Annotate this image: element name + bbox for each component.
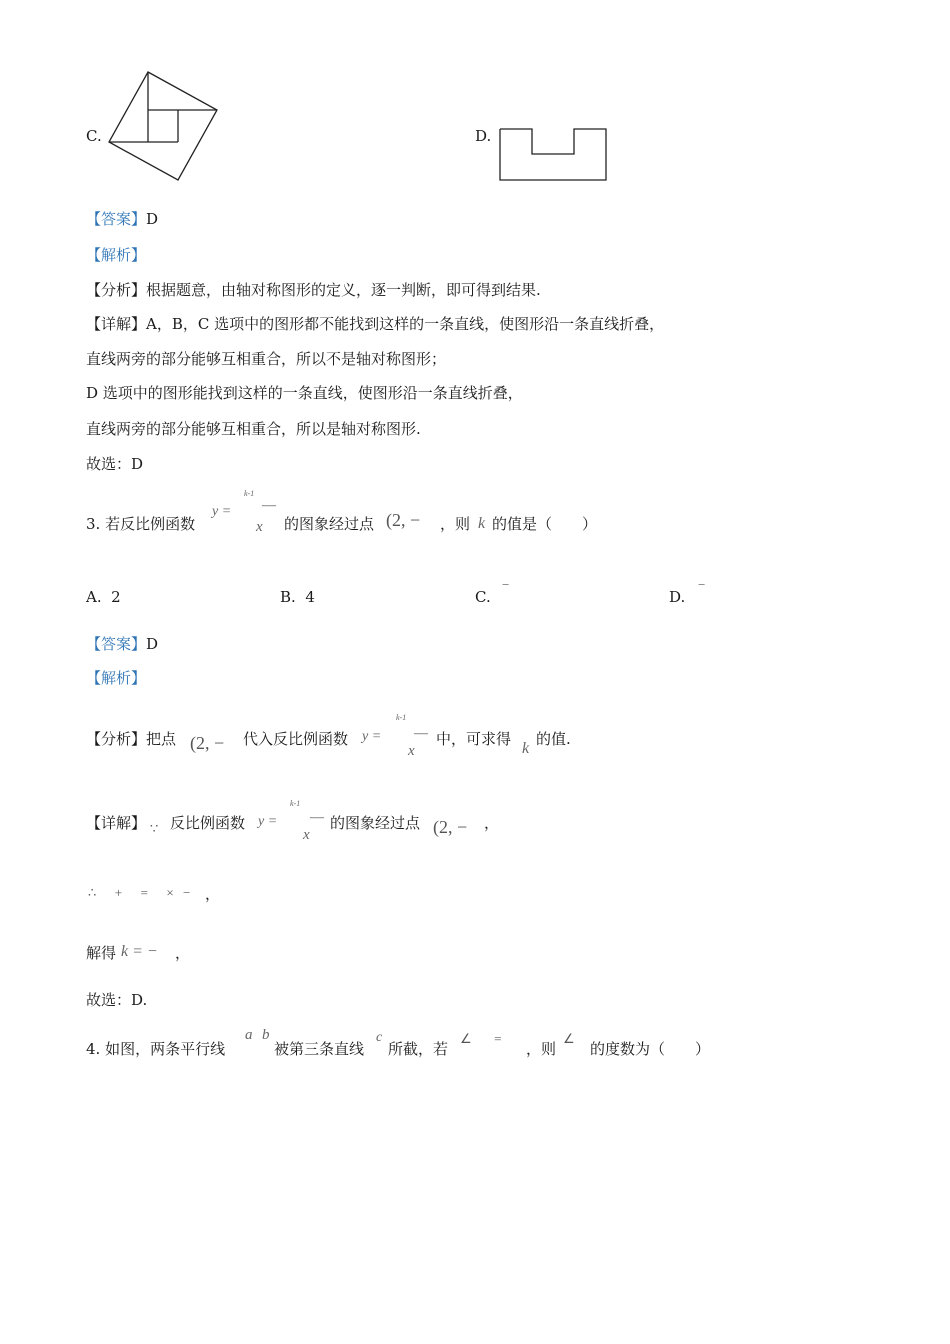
detail-text: A，B，C 选项中的图形都不能找到这样的一条直线，使图形沿一条直线折叠，	[146, 315, 665, 333]
detail-tag: 【详解】	[86, 814, 147, 832]
q3-k-top: k-1	[244, 489, 255, 498]
answer-value: D	[146, 210, 159, 228]
option-c-figure	[106, 70, 221, 185]
q3-analysis-k-top: k-1	[396, 713, 407, 722]
q2-answer	[86, 212, 158, 227]
q3-explain-tag: 【解析】	[86, 669, 147, 687]
option-label: B.	[280, 588, 296, 606]
q3-analysis-b: 代入反比例函数	[243, 730, 349, 748]
q3-detail-x-var: x	[303, 827, 310, 843]
q2-detail-line1	[86, 317, 664, 332]
q2-detail-line2: 直线两旁的部分能够互相重合，所以不是轴对称图形；	[86, 350, 447, 368]
q3-detail-k-top: k-1	[290, 799, 301, 808]
q3-x-var: x	[256, 519, 263, 535]
q3-analysis	[86, 732, 176, 747]
analysis-tag: 【分析】	[86, 281, 147, 299]
q3-stem-prefix: 3. 若反比例函数	[86, 515, 196, 533]
q3-analysis-frac-dash: —	[414, 726, 428, 741]
because-symbol: ∵	[150, 821, 159, 836]
option-c-label: C.	[86, 127, 102, 145]
option-value: 4	[305, 588, 315, 606]
q2-detail-line4: 直线两旁的部分能够互相重合，所以是轴对称图形.	[86, 420, 421, 438]
q3-detail	[86, 816, 146, 831]
q3-detail-point: (2, −	[433, 817, 468, 837]
q3-stem-then: ，则	[440, 515, 471, 533]
q4-c-var: c	[376, 1030, 383, 1045]
q3-point: (2, −	[386, 510, 421, 530]
analysis-text-a: 把点	[146, 730, 177, 748]
q3-analysis-y-eq: y =	[362, 729, 382, 744]
q3-frac-dash: —	[262, 498, 276, 513]
option-label: A.	[86, 588, 102, 606]
q2-analysis	[86, 283, 541, 298]
solve-prefix: 解得	[86, 944, 117, 962]
q4-stem-b: 被第三条直线	[274, 1040, 365, 1058]
q3-detail-b: 的图象经过点	[330, 814, 421, 832]
q3-option-a	[86, 590, 121, 605]
analysis-tag: 【分析】	[86, 730, 147, 748]
q3-stem-suffix: 的值是（ ）	[492, 515, 598, 533]
q4-angle1: ∠ =	[460, 1031, 502, 1046]
q2-explain-tag: 【解析】	[86, 246, 147, 264]
q3-analysis-x-var: x	[408, 743, 415, 759]
answer-tag: 【答案】	[86, 635, 147, 653]
q4-stem-prefix: 4. 如图，两条平行线	[86, 1040, 226, 1058]
q3-analysis-d: 的值.	[536, 730, 571, 748]
q4-stem-d: ，则	[526, 1040, 557, 1058]
q3-detail-frac-dash: —	[310, 810, 324, 825]
q3-option-d-label: D.	[669, 588, 686, 606]
option-d-figure	[498, 127, 610, 183]
q3-conclusion: 故选：D.	[86, 991, 148, 1009]
answer-value: D	[146, 635, 159, 653]
q3-detail-a: 反比例函数	[170, 814, 246, 832]
q4-angle2: ∠	[563, 1031, 575, 1046]
q4-stem-suffix: 的度数为（ ）	[590, 1040, 711, 1058]
detail-tag: 【详解】	[86, 315, 147, 333]
q4-stem-c: 所截，若	[388, 1040, 449, 1058]
q3-option-d-value: −	[698, 577, 706, 592]
q3-answer	[86, 637, 158, 652]
q3-analysis-c: 中，可求得	[436, 730, 512, 748]
q4-a-var: a	[245, 1027, 253, 1043]
therefore-comma: ，	[205, 885, 221, 903]
option-d-label: D.	[475, 127, 492, 145]
analysis-text: 根据题意，由轴对称图形的定义，逐一判断，即可得到结果.	[146, 281, 541, 299]
q3-k-var: k	[478, 515, 486, 532]
q3-stem-mid: 的图象经过点	[284, 515, 375, 533]
q3-detail-comma: ，	[484, 814, 500, 832]
q3-option-c-label: C.	[475, 588, 491, 606]
q3-option-b	[280, 590, 315, 605]
q3-option-c-value: −	[502, 577, 510, 592]
q3-analysis-point: (2, −	[190, 733, 225, 753]
q2-detail-line3: D 选项中的图形能找到这样的一条直线，使图形沿一条直线折叠，	[86, 384, 523, 402]
solve-math: k = −	[121, 943, 158, 960]
q3-y-eq: y =	[212, 504, 232, 519]
answer-tag: 【答案】	[86, 210, 147, 228]
option-value: 2	[111, 588, 121, 606]
therefore-line: ∴ + = × −	[88, 885, 191, 900]
q2-conclusion: 故选：D	[86, 455, 144, 473]
solve-comma: ，	[175, 944, 191, 962]
q3-detail-y-eq: y =	[258, 814, 278, 829]
q3-analysis-k: k	[522, 740, 530, 757]
q4-b-var: b	[262, 1027, 270, 1043]
